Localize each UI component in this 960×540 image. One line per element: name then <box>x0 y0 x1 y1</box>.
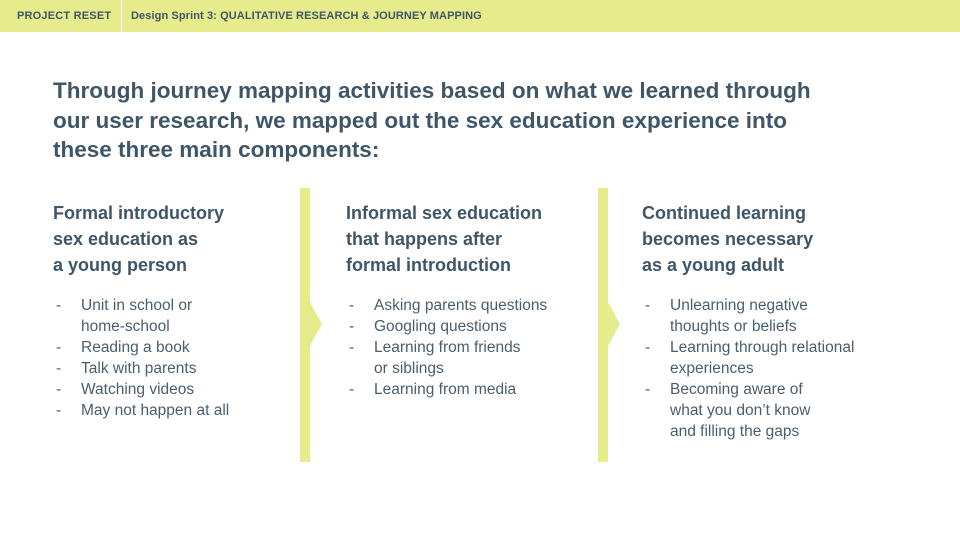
bullet-dash: - <box>645 339 651 356</box>
bullet-dash: - <box>645 297 651 314</box>
list-item: - Becoming aware of what you don’t know and filling the gaps <box>642 379 902 442</box>
list-item: - Talk with parents <box>53 358 283 379</box>
header-bar <box>0 0 960 32</box>
list-item: - Learning from media <box>346 379 596 400</box>
column-formal <box>53 200 283 421</box>
list-item: - May not happen at all <box>53 400 283 421</box>
column-title: Informal sex education that happens after formal introduction <box>346 203 543 275</box>
bullet-dash: - <box>56 297 62 314</box>
list-item: - Learning from friends or siblings <box>346 337 596 379</box>
bullet-dash: - <box>56 339 62 356</box>
bullet-list <box>53 295 283 421</box>
list-item: - Unit in school or home-school <box>53 295 283 337</box>
list-item: - Asking parents questions <box>346 295 596 316</box>
bullet-dash: - <box>56 402 62 419</box>
bullet-dash: - <box>645 381 651 398</box>
list-item: - Watching videos <box>53 379 283 400</box>
chevron-arrow-icon <box>598 188 622 462</box>
list-item: - Googling questions <box>346 316 596 337</box>
bullet-dash: - <box>56 381 62 398</box>
list-item: - Unlearning negative thoughts or beliefs <box>642 295 902 337</box>
chevron-arrow-icon <box>300 188 324 462</box>
bullet-dash: - <box>56 360 62 377</box>
bullet-dash: - <box>349 318 355 335</box>
sprint-label: Design Sprint 3: QUALITATIVE RESEARCH & JOURNEY MAPPING <box>131 10 482 22</box>
column-title: Continued learning becomes necessary as a young adult <box>642 203 814 275</box>
slide-headline: Through journey mapping activities based on what we learned through our user research, we mapped out the sex education experience into these three main components: <box>53 78 811 162</box>
list-item: - Learning through relational experiences <box>642 337 902 379</box>
bullet-dash: - <box>349 297 355 314</box>
column-informal <box>346 200 596 400</box>
bullet-list <box>346 295 596 400</box>
column-continued <box>642 200 902 442</box>
list-item: - Reading a book <box>53 337 283 358</box>
column-title: Formal introductory sex education as a young person <box>53 203 225 275</box>
bullet-list <box>642 295 902 442</box>
bullet-dash: - <box>349 339 355 356</box>
bullet-dash: - <box>349 381 355 398</box>
project-label: PROJECT RESET <box>17 10 112 22</box>
